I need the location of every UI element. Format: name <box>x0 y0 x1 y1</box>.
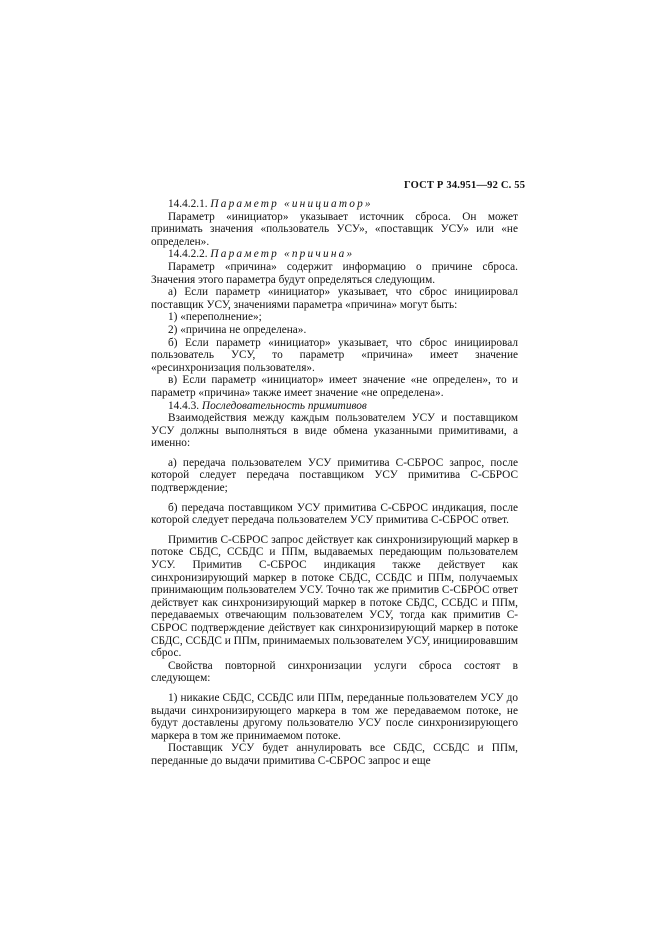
section-title: Последовательность примитивов <box>201 399 367 412</box>
page-header: ГОСТ Р 34.951—92 С. 55 <box>404 180 526 191</box>
section-number: 14.4.2.2. <box>168 248 208 261</box>
section-heading-14-4-3 <box>151 400 518 413</box>
list-item: 2) «причина не определена». <box>168 323 307 336</box>
paragraph: Поставщик УСУ будет аннулировать все СБДС, ССБДС и ППм, переданные до выдачи примитива С-СБРОС запрос и еще <box>151 742 518 767</box>
list-item: б) передача поставщиком УСУ примитива С-СБРОС индикация, после которой следует передача пользователем УСУ примитива С-СБРОС ответ. <box>151 501 518 527</box>
section-heading-14-4-2-1 <box>151 198 518 211</box>
paragraph: Свойства повторной синхронизации услуги сброса состоят в следующем: <box>151 659 518 685</box>
section-title: Параметр «причина» <box>210 248 355 261</box>
paragraph: б) Если параметр «инициатор» указывает, что сброс инициировал пользователь УСУ, то параметр «причина» имеет значение «ресинхронизация пользователя». <box>151 336 518 374</box>
paragraph: Взаимодействия между каждым пользователем УСУ и поставщиком УСУ должны выполняться в виде обмена указанными примитивами, а именно: <box>151 412 518 450</box>
paragraph: Примитив С-СБРОС запрос действует как синхронизирующий маркер в потоке СБДС, ССБДС и ППм, выдаваемых передающим пользователем УСУ. Примитив С-СБРОС индикация также действует как синхронизирующий маркер в потоке СБДС, ССБДС и ППм, получаемых принимающим пользователем УСУ. Точно так же примитив С-СБРОС ответ действует как синхронизирующий маркер в потоке СБДС, ССБДС и ППм, передаваемых отвечающим пользователем УСУ, тогда как примитив С-СБРОС подтверждение действует как синхронизирующий маркер в потоке СБДС, ССБДС и ППм, принимаемых пользователем УСУ, инициировавшим сброс. <box>151 533 518 660</box>
paragraph: Параметр «причина» содержит информацию о причине сброса. Значения этого параметра будут определяться следующим. <box>151 260 518 286</box>
list-item: а) передача пользователем УСУ примитива С-СБРОС запрос, после которой следует передача поставщиком УСУ примитива С-СБРОС подтверждение; <box>151 456 518 495</box>
section-title: Параметр «инициатор» <box>210 198 373 210</box>
document-body <box>151 198 518 768</box>
paragraph: а) Если параметр «инициатор» указывает, что сброс инициировал поставщик УСУ, значениями параметра «причина» могут быть: <box>151 286 518 311</box>
paragraph: в) Если параметр «инициатор» имеет значение «не определен», то и параметр «причина» также имеет значение «не определена». <box>151 374 518 399</box>
list-item: 1) «переполнение»; <box>168 311 262 324</box>
section-number: 14.4.2.1. <box>168 198 208 210</box>
list-item: 1) никакие СБДС, ССБДС или ППм, переданные пользователем УСУ до выдачи синхронизирующего маркера в том же передаваемом потоке, не будут доставлены другому пользователю УСУ после синхронизирующего маркера в том же принимаемом потоке. <box>151 691 518 742</box>
section-number: 14.4.3. <box>168 399 200 412</box>
paragraph: Параметр «инициатор» указывает источник сброса. Он может принимать значения «пользователь УСУ», «поставщик УСУ» или «не определен». <box>151 210 518 248</box>
section-heading-14-4-2-2 <box>151 248 518 261</box>
